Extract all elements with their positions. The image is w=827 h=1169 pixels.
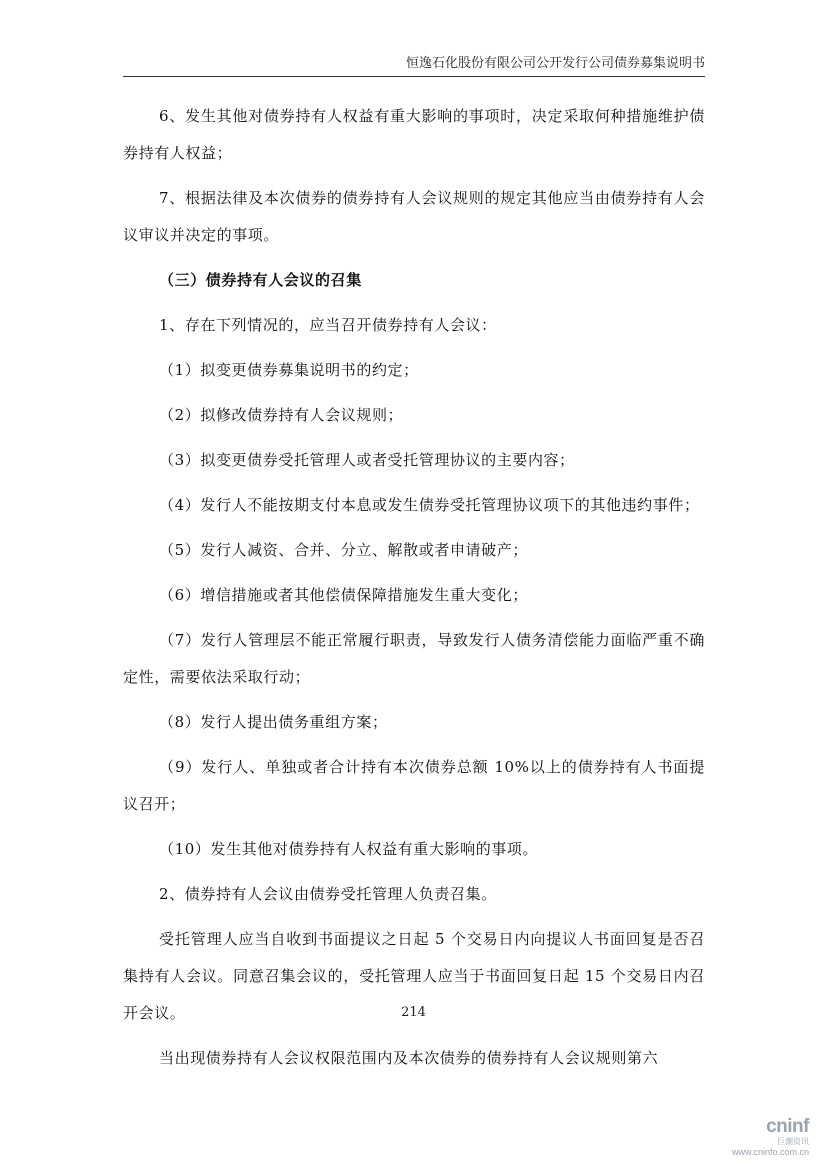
paragraph-convener: 2、债券持有人会议由债券受托管理人负责召集。 [159,885,497,903]
list-item-2: （2）拟修改债券持有人会议规则； [159,406,404,424]
cninfo-logo: cninf [766,1116,809,1137]
cninfo-watermark [709,1117,809,1158]
list-item-5: （5）发行人减资、合并、分立、解散或者申请破产； [159,541,528,559]
paragraph-condition-intro: 1、存在下列情况的，应当召开债券持有人会议： [159,316,497,334]
document-body [123,98,705,1077]
list-item-3: （3）拟变更债券受托管理人或者受托管理协议的主要内容； [159,451,575,469]
list-item-8: （8）发行人提出债务重组方案； [159,713,388,731]
list-item-10: （10）发生其他对债券持有人权益有重大影响的事项。 [159,840,539,858]
paragraph-7: 7、根据法律及本次债券的债券持有人会议规则的规定其他应当由债券持有人会议审议并决定的事项。 [123,189,705,244]
list-item-1: （1）拟变更债券募集说明书的约定； [159,361,419,379]
paragraph-6: 6、发生其他对债券持有人权益有重大影响的事项时，决定采取何种措施维护债券持有人权益； [123,107,705,162]
page-number: 214 [401,1005,426,1020]
paragraph-continuation: 当出现债券持有人会议权限范围内及本次债券的债券持有人会议规则第六 [159,1049,659,1067]
list-item-6: （6）增信措施或者其他偿债保障措施发生重大变化； [159,586,528,604]
cninfo-url: www.cninfo.com.cn [731,1147,809,1157]
list-item-7: （7）发行人管理层不能正常履行职责，导致发行人债务清偿能力面临严重不确定性，需要依法采取行动； [123,631,705,686]
document-header: 恒逸石化股份有限公司公开发行公司债券募集说明书 [405,56,705,71]
paragraph-reply-deadline: 受托管理人应当自收到书面提议之日起 5 个交易日内向提议人书面回复是否召集持有人会议。同意召集会议的，受托管理人应当于书面回复日起 15 个交易日内召开会议。 [123,930,705,1022]
list-item-9: （9）发行人、单独或者合计持有本次债券总额 10%以上的债券持有人书面提议召开； [123,758,705,813]
section-heading: （三）债券持有人会议的召集 [159,271,362,289]
list-item-4: （4）发行人不能按期支付本息或发生债券受托管理协议项下的其他违约事件； [159,496,700,514]
header-divider [123,76,705,77]
cninfo-logo-subtitle: 巨潮资讯 [777,1137,809,1146]
